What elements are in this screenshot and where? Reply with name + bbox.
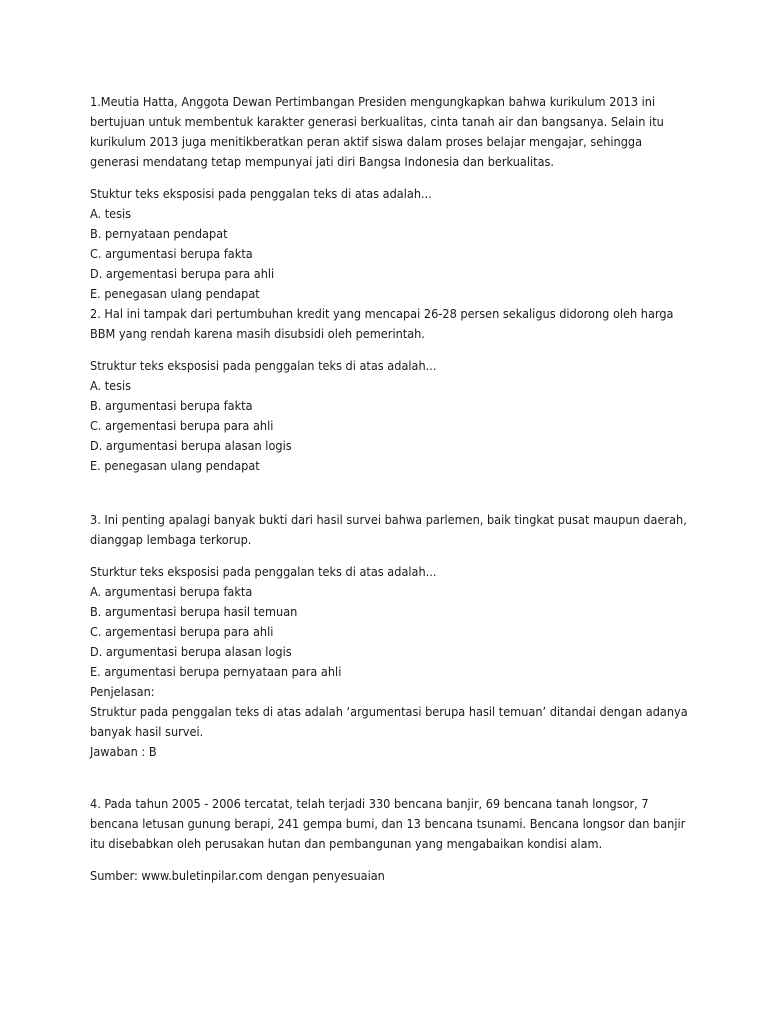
option-a: A. tesis <box>90 378 132 393</box>
option-b: B. pernyataan pendapat <box>90 226 228 241</box>
passage-line: itu disebabkan oleh perusakan hutan dan pembangunan yang mengabaikan kondisi alam. <box>90 836 603 851</box>
question-prompt: Struktur teks eksposisi pada penggalan teks di atas adalah... <box>90 358 437 373</box>
passage-line: BBM yang rendah karena masih disubsidi oleh pemerintah. <box>90 326 425 341</box>
passage-line: bertujuan untuk membentuk karakter generasi berkualitas, cinta tanah air dan bangsanya. Selain itu <box>90 114 664 129</box>
question-4-text <box>90 794 690 854</box>
option-e: E. penegasan ulang pendapat <box>90 286 260 301</box>
option-a: A. argumentasi berupa fakta <box>90 584 253 599</box>
question-prompt: Stuktur teks eksposisi pada penggalan teks di atas adalah... <box>90 186 432 201</box>
option-b: B. argumentasi berupa fakta <box>90 398 253 413</box>
passage-line: kurikulum 2013 juga menitikberatkan peran aktif siswa dalam proses belajar mengajar, sehingga <box>90 134 643 149</box>
option-d: D. argumentasi berupa alasan logis <box>90 644 292 659</box>
explanation-line: banyak hasil survei. <box>90 724 204 739</box>
explanation-line: Struktur pada penggalan teks di atas adalah ‘argumentasi berupa hasil temuan’ ditandai dengan adanya <box>90 704 688 719</box>
question-prompt: Sturktur teks eksposisi pada penggalan teks di atas adalah... <box>90 564 437 579</box>
explanation-label: Penjelasan: <box>90 684 155 699</box>
passage-line: 3. Ini penting apalagi banyak bukti dari hasil survei bahwa parlemen, baik tingkat pusat maupun daerah, <box>90 512 687 527</box>
option-c: C. argementasi berupa para ahli <box>90 624 274 639</box>
question-1-choices <box>90 184 690 304</box>
source-citation: Sumber: www.buletinpilar.com dengan penyesuaian <box>90 868 385 883</box>
answer-key: Jawaban : B <box>90 744 157 759</box>
option-a: A. tesis <box>90 206 132 221</box>
passage-line: bencana letusan gunung berapi, 241 gempa bumi, dan 13 bencana tsunami. Bencana longsor dan banjir <box>90 816 686 831</box>
option-c: C. argementasi berupa para ahli <box>90 418 274 433</box>
passage-line: 4. Pada tahun 2005 - 2006 tercatat, telah terjadi 330 bencana banjir, 69 bencana tanah longsor, 7 <box>90 796 649 811</box>
option-e: E. argumentasi berupa pernyataan para ahli <box>90 664 342 679</box>
question-3-text <box>90 510 690 550</box>
passage-line: dianggap lembaga terkorup. <box>90 532 252 547</box>
question-1-text <box>90 92 690 172</box>
passage-line: generasi mendatang tetap mempunyai jati diri Bangsa Indonesia dan berkualitas. <box>90 154 555 169</box>
passage-line: 2. Hal ini tampak dari pertumbuhan kredit yang mencapai 26-28 persen sekaligus didorong oleh harga <box>90 306 674 321</box>
question-4-source <box>90 866 690 886</box>
question-3-choices <box>90 562 690 762</box>
option-e: E. penegasan ulang pendapat <box>90 458 260 473</box>
question-2-choices <box>90 356 690 476</box>
option-c: C. argumentasi berupa fakta <box>90 246 253 261</box>
passage-line: 1.Meutia Hatta, Anggota Dewan Pertimbangan Presiden mengungkapkan bahwa kurikulum 2013 ini <box>90 94 656 109</box>
option-d: D. argumentasi berupa alasan logis <box>90 438 292 453</box>
option-d: D. argementasi berupa para ahli <box>90 266 275 281</box>
option-b: B. argumentasi berupa hasil temuan <box>90 604 298 619</box>
question-2-text <box>90 304 690 344</box>
